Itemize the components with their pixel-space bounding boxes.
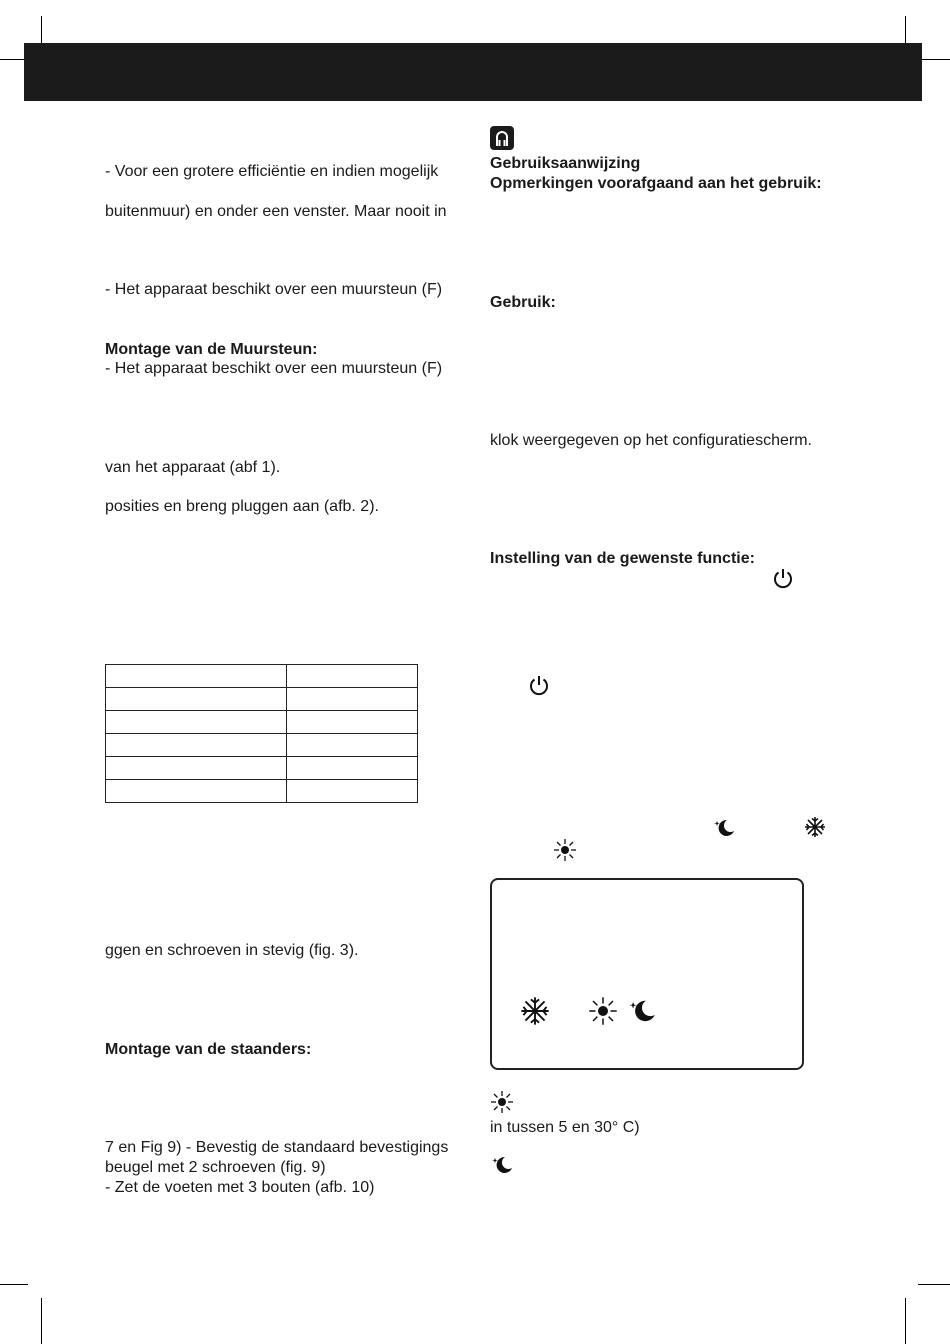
table-cell [287, 688, 418, 711]
sun-icon [588, 996, 618, 1026]
text-screws-fig3: ggen en schroeven in stevig (fig. 3). [105, 942, 359, 959]
text-fig9-b: beugel met 2 schroeven (fig. 9) [105, 1159, 326, 1176]
crop-mark [41, 1298, 42, 1344]
crop-mark [918, 59, 950, 60]
heading-stands: Montage van de staanders: [105, 1041, 312, 1058]
header-bar [24, 43, 922, 101]
power-icon [528, 674, 550, 696]
crop-mark [0, 1284, 28, 1285]
table-row [106, 780, 418, 803]
snowflake-icon [804, 816, 826, 838]
control-panel-display [490, 878, 804, 1070]
table-cell [106, 757, 287, 780]
sun-icon [553, 838, 577, 862]
heading-use: Gebruik: [490, 294, 556, 311]
text-clock: klok weergegeven op het configuratiescherm. [490, 432, 812, 449]
table-cell [106, 734, 287, 757]
table-cell [106, 780, 287, 803]
snowflake-icon [520, 996, 550, 1026]
text-outer-wall: buitenmuur) en onder een venster. Maar nooit in [105, 203, 447, 220]
table-row [106, 688, 418, 711]
text-efficiency: - Voor een grotere efficiëntie en indien mogelijk [105, 163, 439, 180]
moon-stars-icon [712, 817, 736, 839]
text-wall-bracket-2: - Het apparaat beschikt over een muursteun (F) [105, 360, 443, 377]
table-cell [287, 734, 418, 757]
table-cell [106, 665, 287, 688]
spec-table [105, 664, 418, 803]
table-cell [287, 780, 418, 803]
table-cell [287, 665, 418, 688]
table-cell [287, 757, 418, 780]
heading-wall-mount: Montage van de Muursteun: [105, 341, 318, 358]
table-row [106, 757, 418, 780]
text-device-fig1: van het apparaat (abf 1). [105, 459, 281, 476]
heading-function: Instelling van de gewenste functie: [490, 550, 755, 567]
text-fig9-a: 7 en Fig 9) - Bevestig de standaard bevestigings [105, 1139, 449, 1156]
crop-mark [905, 1298, 906, 1344]
moon-stars-icon [626, 997, 658, 1025]
heading-remarks: Opmerkingen voorafgaand aan het gebruik: [490, 175, 822, 192]
moon-stars-icon [490, 1154, 514, 1176]
table-cell [106, 711, 287, 734]
text-temp-range: in tussen 5 en 30° C) [490, 1119, 640, 1136]
text-feet-fig10: - Zet de voeten met 3 bouten (afb. 10) [105, 1179, 375, 1196]
table-row [106, 734, 418, 757]
text-wall-bracket-1: - Het apparaat beschikt over een muursteun (F) [105, 281, 443, 298]
table-row [106, 665, 418, 688]
crop-mark [918, 1284, 950, 1285]
table-cell [287, 711, 418, 734]
power-icon [772, 567, 794, 589]
text-positions-fig2: posities en breng pluggen aan (afb. 2). [105, 498, 379, 515]
table-cell [106, 688, 287, 711]
language-badge-icon [490, 126, 514, 150]
sun-icon [490, 1090, 514, 1114]
heading-manual: Gebruiksaanwijzing [490, 155, 641, 172]
table-row [106, 711, 418, 734]
